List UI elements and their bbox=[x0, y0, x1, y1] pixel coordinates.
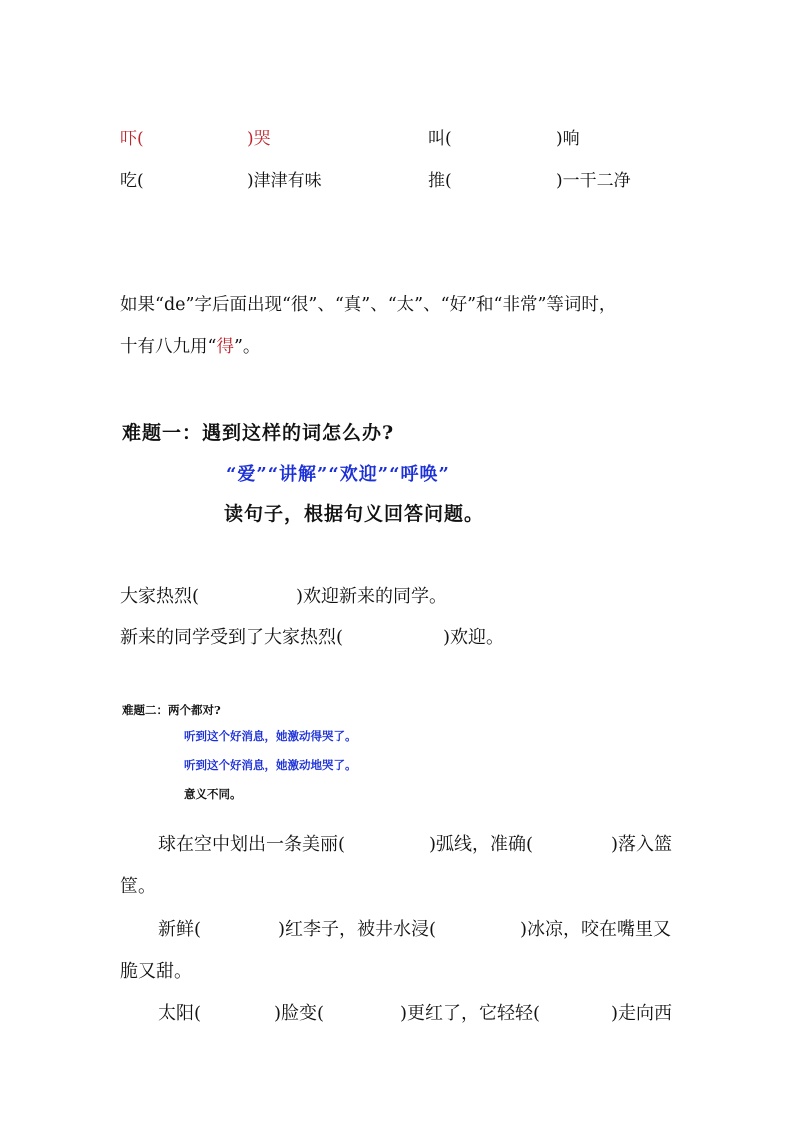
exercise3-part-d: )走向西 bbox=[611, 1003, 673, 1024]
pair-chi-close: )津津有味 bbox=[247, 171, 322, 191]
exercise3-part-b: )脸变( bbox=[274, 1003, 325, 1024]
problem2-note: 意义不同。 bbox=[184, 787, 242, 801]
exercise2-part-d: 脆又甜。 bbox=[120, 961, 192, 982]
pair-chi-open: 吃( bbox=[120, 171, 144, 191]
exercise2-part-a: 新鲜( bbox=[158, 919, 202, 940]
pair-tui-close: )一干二净 bbox=[556, 171, 631, 191]
exercise1-part-d: 筐。 bbox=[120, 876, 156, 897]
problem1-heading: 难题一：遇到这样的词怎么办? bbox=[122, 422, 395, 444]
pair-jiao-open: 叫( bbox=[428, 129, 452, 149]
exercise3-part-a: 太阳( bbox=[158, 1003, 202, 1024]
sentence2-part-b: )欢迎。 bbox=[443, 627, 505, 648]
rule-line-2-pre: 十有八九用“ bbox=[120, 337, 217, 357]
exercise2-part-c: )冰凉，咬在嘴里又 bbox=[520, 919, 672, 940]
problem2-heading: 难题二：两个都对? bbox=[122, 703, 221, 717]
rule-highlight: 得 bbox=[216, 337, 234, 357]
problem2-line-1: 听到这个好消息，她激动得哭了。 bbox=[184, 729, 357, 743]
sentence1-part-b: )欢迎新来的同学。 bbox=[296, 586, 448, 607]
exercise1-part-c: )落入篮 bbox=[611, 834, 673, 855]
pair-xia-close: )哭 bbox=[247, 129, 271, 149]
pair-jiao-close: )响 bbox=[556, 129, 580, 149]
problem1-instruction: 读句子，根据句义回答问题。 bbox=[224, 503, 485, 525]
rule-line-2-post: ”。 bbox=[233, 337, 261, 357]
pair-xia-open: 吓( bbox=[120, 129, 144, 149]
exercise1-part-a: 球在空中划出一条美丽( bbox=[158, 834, 346, 855]
exercise2-part-b: )红李子，被井水浸( bbox=[278, 919, 437, 940]
sentence1-part-a: 大家热烈( bbox=[120, 586, 200, 607]
rule-line-2 bbox=[120, 336, 260, 358]
sentence2-part-a: 新来的同学受到了大家热烈( bbox=[120, 627, 344, 648]
problem2-line-2: 听到这个好消息，她激动地哭了。 bbox=[184, 758, 357, 772]
problem1-quoted-words: “爱”“讲解”“欢迎”“呼唤” bbox=[226, 464, 450, 485]
exercise3-part-c: )更红了，它轻轻( bbox=[400, 1003, 541, 1024]
rule-line-1: 如果“de”字后面出现“很”、“真”、“太”、“好”和“非常”等词时， bbox=[120, 295, 617, 315]
exercise1-part-b: )弧线，准确( bbox=[429, 834, 534, 855]
pair-tui-open: 推( bbox=[428, 171, 452, 191]
